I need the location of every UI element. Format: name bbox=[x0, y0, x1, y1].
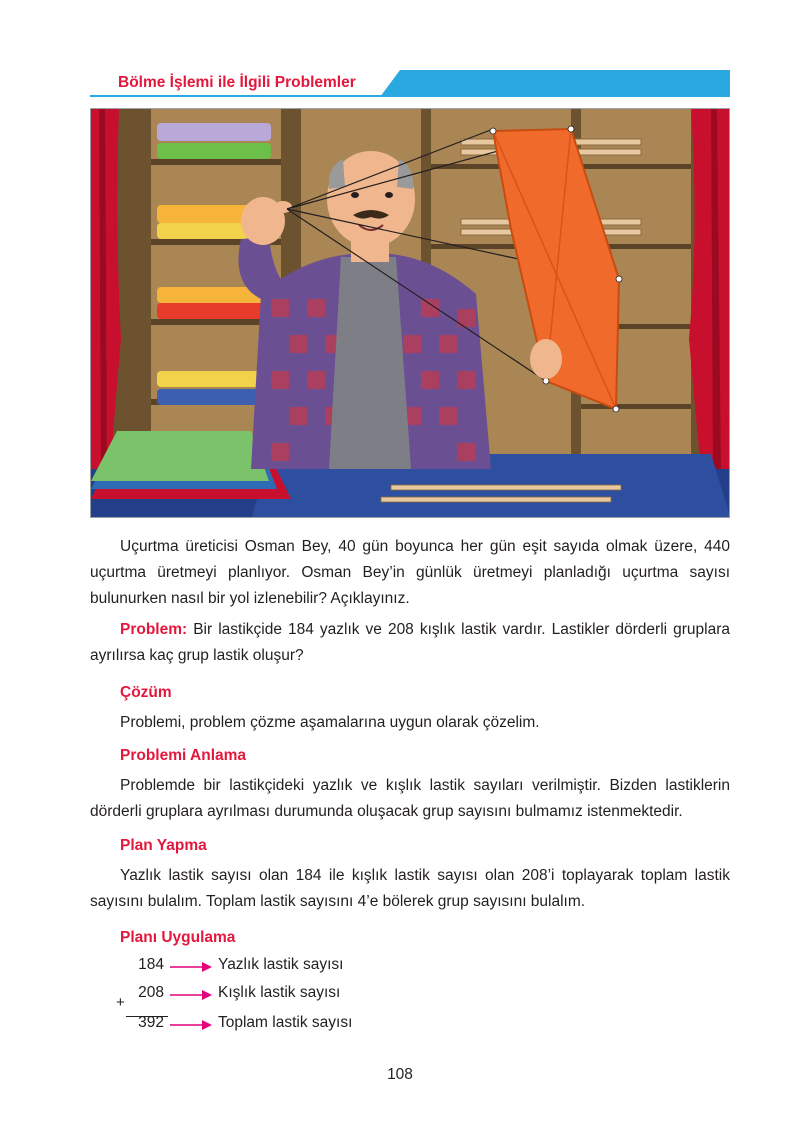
planning-text: Yazlık lastik sayısı olan 184 ile kışlık lastik sayısı olan 208’i toplayarak toplam lastik sayısını bulalım. Toplam lastik sayısını 4’e bölerek grup sayısını bulalım. bbox=[90, 867, 730, 910]
kite-maker-illustration bbox=[90, 108, 730, 518]
solution-heading: Çözüm bbox=[120, 684, 172, 701]
problem-section bbox=[90, 617, 730, 669]
understanding-section bbox=[90, 743, 730, 825]
addition-row bbox=[100, 1014, 400, 1040]
problem-label: Problem: bbox=[120, 621, 188, 638]
planning-heading: Plan Yapma bbox=[120, 837, 207, 854]
addition-row bbox=[100, 956, 400, 982]
understanding-heading: Problemi Anlama bbox=[120, 747, 247, 764]
problem-text: Bir lastikçide 184 yazlık ve 208 kışlık lastik vardır. Lastikler dörderli gruplara ayrılırsa kaç grup lastik oluşur? bbox=[90, 621, 730, 664]
addend-label: Kışlık lastik sayısı bbox=[218, 984, 341, 1001]
intro-paragraph: Uçurtma üreticisi Osman Bey, 40 gün boyunca her gün eşit sayıda olmak üzere, 440 uçurtma üretmeyi planlıyor. Osman Bey’in günlük üretmeyi planladığı uçurtma sayısı bulunurken nasıl bir yol izlenebilir? Açıklayınız. bbox=[90, 538, 730, 607]
addition-operation bbox=[100, 956, 400, 1040]
solution-section bbox=[90, 680, 730, 736]
plus-sign: + bbox=[116, 994, 125, 1011]
arrow-right-icon bbox=[170, 961, 212, 973]
section-title: Bölme İşlemi ile İlgili Problemler bbox=[118, 74, 356, 91]
addend-label: Yazlık lastik sayısı bbox=[218, 956, 344, 973]
kite-maker-drawing bbox=[91, 109, 730, 518]
sum-label: Toplam lastik sayısı bbox=[218, 1014, 353, 1031]
understanding-text: Problemde bir lastikçideki yazlık ve kışlık lastik sayıları verilmiştir. Bizden lastiklerin dörderli gruplara ayrılması durumunda oluşacak grup sayısını bulmamız istenmektedir. bbox=[90, 777, 730, 820]
addend-number: 184 bbox=[138, 956, 164, 973]
applying-section bbox=[90, 925, 730, 951]
applying-heading: Planı Uygulama bbox=[120, 929, 236, 946]
solution-text: Problemi, problem çözme aşamalarına uygun olarak çözelim. bbox=[120, 714, 540, 731]
page-number: 108 bbox=[387, 1066, 413, 1083]
intro-section bbox=[90, 534, 730, 612]
arrow-right-icon bbox=[170, 989, 212, 1001]
problem-paragraph bbox=[90, 617, 730, 669]
addend-number: 208 bbox=[138, 984, 164, 1001]
planning-section bbox=[90, 833, 730, 915]
arrow-right-icon bbox=[170, 1019, 212, 1031]
sum-number: 392 bbox=[138, 1014, 164, 1031]
section-header bbox=[90, 70, 730, 98]
addition-row bbox=[100, 984, 400, 1010]
